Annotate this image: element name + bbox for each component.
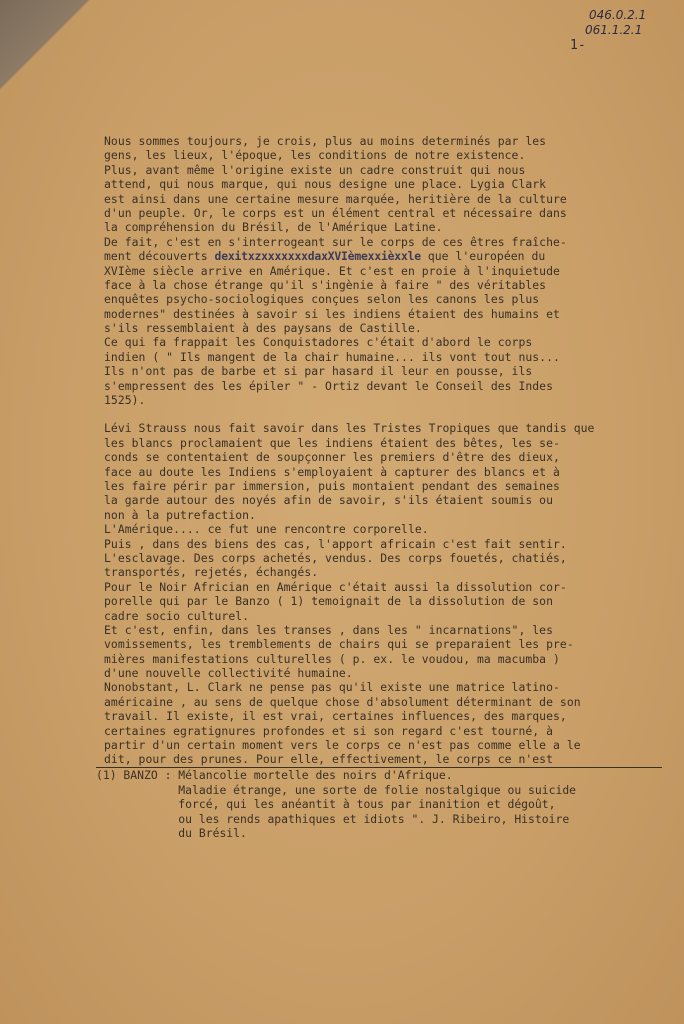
text-line: partir d'un certain moment vers le corps ce n'est pas comme elle a le (104, 738, 581, 753)
footnote-line: Maladie étrange, une sorte de folie nostalgique ou suicide (96, 782, 577, 797)
text-line: gens, les lieux, l'époque, les conditions de notre existence. (104, 148, 526, 163)
text-line: américaine , au sens de quelque chose d'absolument déterminant de son (104, 694, 581, 709)
text-line: d'une nouvelle collectivité humaine. (104, 666, 353, 681)
text-line: porelle qui par le Banzo ( 1) temoignait de la dissolution de son (104, 594, 554, 609)
text-line: indien ( " Ils mangent de la chair humaine... ils vont tout nus... (104, 349, 560, 364)
text-line: 1525). (104, 393, 146, 408)
text-line: XVIème siècle arrive en Amérique. Et c'est en proie à l'inquietude (104, 263, 560, 278)
text-line-with-strikeout (104, 249, 680, 263)
text-line: est ainsi dans une certaine mesure marquée, heritière de la culture (104, 191, 567, 206)
text-line: cadre socio culturel. (104, 608, 250, 623)
text-line: enquêtes psycho-sociologiques conçues selon les canons les plus (104, 292, 540, 307)
text-line: Nonobstant, L. Clark ne pense pas qu'il existe une matrice latino- (104, 680, 560, 695)
footnote-line: ou les rends apathiques et idiots ". J. Ribeiro, Histoire (96, 811, 570, 826)
text-line: la garde autour des noyés afin de savoir, s'ils étaient soumis ou (104, 493, 554, 508)
footnote-line: forcé, qui les anéantit à tous par inanition et dégoût, (96, 797, 556, 812)
text-line: vomissements, les tremblements de chairs qui se preparaient les pre- (104, 637, 574, 652)
text-segment: ment découverts (104, 249, 208, 264)
reference-line-1: 046.0.2.1 (589, 8, 647, 22)
text-line: certaines egratignures profondes et si son regard c'est tourné, à (104, 723, 554, 738)
typed-strikeout: dexitxzxxxxxxxdaxXVIèmexxièxxle (214, 249, 421, 264)
text-line: Et c'est, enfin, dans les transes , dans les " incarnations", les (104, 622, 554, 637)
text-line: attend, qui nous marque, qui nous designe une place. Lygia Clark (104, 177, 547, 192)
text-segment: que l'européen du (420, 249, 546, 264)
text-line: Puis , dans des biens des cas, l'apport africain c'est fait sentir. (104, 536, 567, 551)
footnote-line: (1) BANZO : Mélancolie mortelle des noirs d'Afrique. (96, 768, 453, 782)
page-number: 1- (570, 38, 586, 53)
text-line: travail. Il existe, il est vrai, certaines influences, des marques, (104, 709, 567, 724)
text-line: dit, pour des prunes. Pour elle, effectivement, le corps ce n'est (104, 752, 554, 767)
body-text (104, 134, 680, 767)
text-line: Ils n'ont pas de barbe et si par hasard il leur en pousse, ils (104, 364, 533, 379)
paragraph-gap (104, 407, 680, 421)
text-line: L'esclavage. Des corps achetés, vendus. Des corps fouetés, chatiés, (104, 550, 567, 565)
torn-corner (0, 0, 90, 130)
text-line: transportés, rejetés, échangés. (104, 565, 319, 580)
text-line: mières manifestations culturelles ( p. ex. le voudou, ma macumba ) (104, 651, 560, 666)
text-line: Ce qui fa frappait les Conquistadores c'était d'abord le corps (104, 335, 533, 350)
text-line: face au doute les Indiens s'employaient à capturer des blancs et à (104, 464, 560, 479)
text-line: De fait, c'est en s'interrogeant sur le corps de ces êtres fraîche- (104, 234, 567, 249)
text-line: L'Amérique.... ce fut une rencontre corporelle. (104, 522, 429, 537)
text-line: la compréhension du Brésil, de l'Amérique Latine. (104, 220, 443, 235)
text-line: conds se contentaient de soupçonner les premiers d'être des dieux, (104, 450, 560, 465)
text-line: Lévi Strauss nous fait savoir dans les Tristes Tropiques que tandis que (104, 421, 595, 436)
text-line: s'empressent des les épiler " - Ortiz devant le Conseil des Indes (104, 378, 554, 393)
text-line: s'ils ressemblaient à des paysans de Castille. (104, 321, 422, 336)
footnote (96, 768, 676, 841)
text-line: les faire périr par immersion, puis montaient pendant des semaines (104, 478, 560, 493)
footnote-line: du Brésil. (96, 826, 247, 841)
text-line: Plus, avant même l'origine existe un cadre construit qui nous (104, 162, 526, 177)
text-line: face à la chose étrange qu'il s'ingènie à faire " des véritables (104, 277, 547, 292)
text-line: non à la putrefaction. (104, 507, 256, 522)
text-line: Nous sommes toujours, je crois, plus au moins determinés par les (104, 134, 547, 148)
archive-reference (585, 8, 679, 38)
reference-line-2: 061.1.2.1 (585, 23, 643, 37)
text-line: les blancs proclamaient que les indiens étaient des bêtes, les se- (104, 435, 560, 450)
text-line: d'un peuple. Or, le corps est un élément central et nécessaire dans (104, 205, 567, 220)
text-line: Pour le Noir Africian en Amérique c'était aussi la dissolution cor- (104, 579, 567, 594)
text-line: modernes" destinées à savoir si les indiens étaient des humains et (104, 306, 560, 321)
